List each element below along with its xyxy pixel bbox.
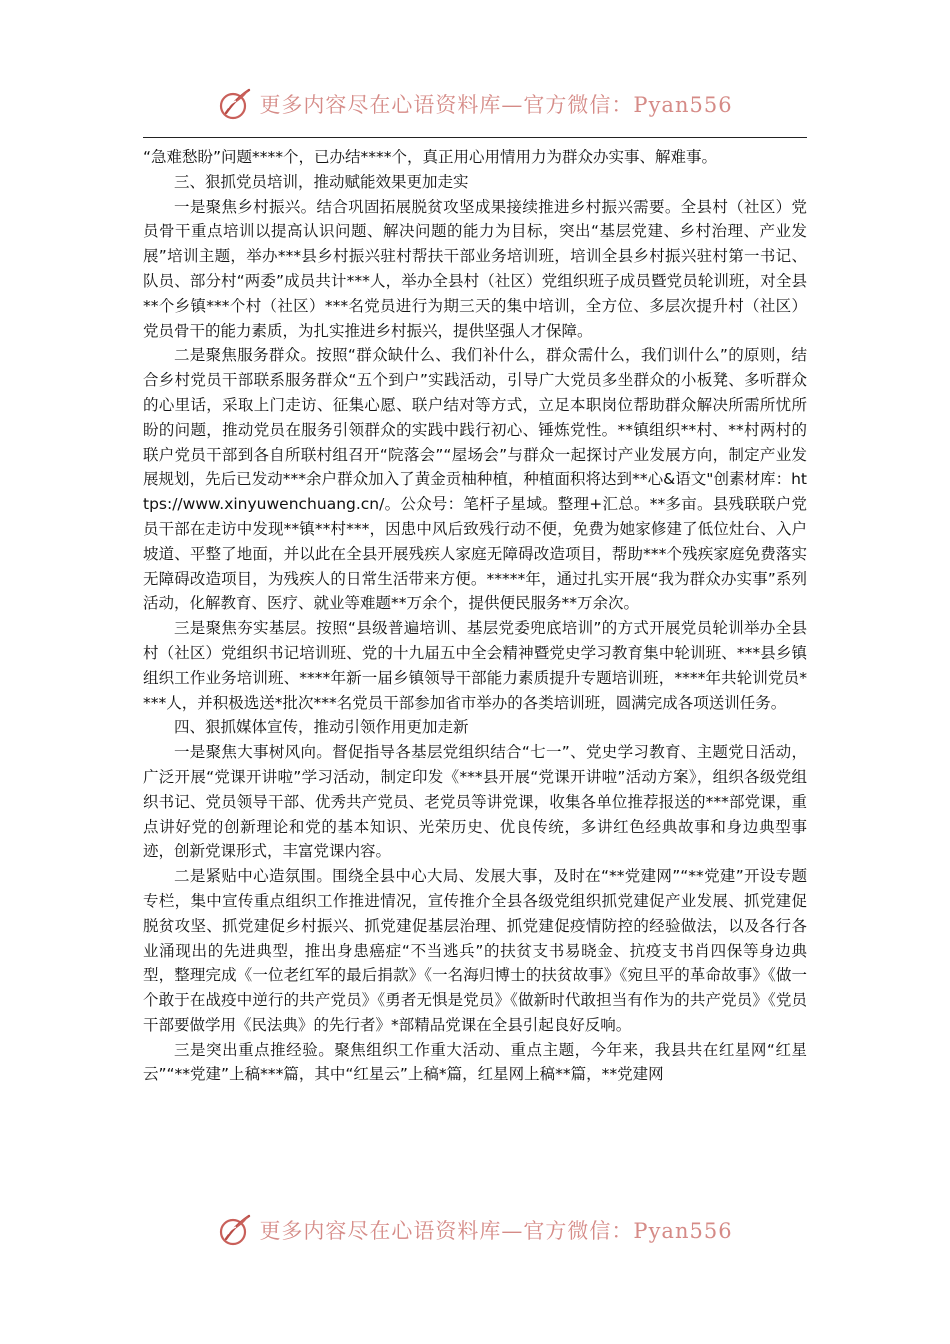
paragraph: 一是聚焦乡村振兴。结合巩固拓展脱贫攻坚成果接续推进乡村振兴需要。全县村（社区）党员骨干重点培训以提高认识问题、解决问题的能力为目标，突出“基层党建、乡村治理、产业发展”培训主题，举办***县乡村振兴驻村帮扶干部业务培训班，培训全县乡村振兴驻村第一书记、队员、部分村“两委”成员共计***人，举办全县村（社区）党组织班子成员暨党员轮训班，对全县**个乡镇***个村（社区）***名党员进行为期三天的集中培训，全方位、多层次提升村（社区）党员骨干的能力素质，为扎实推进乡村振兴，提供坚强人才保障。: [143, 197, 807, 340]
footer-banner-text: 更多内容尽在心语资料库—官方微信：Pyan556: [259, 1219, 733, 1243]
quill-seal-logo-icon: [217, 86, 253, 122]
paragraph: 二是紧贴中心造氛围。围绕全县中心大局、发展大事，及时在“**党建网”“**党建”开设专题专栏，集中宣传重点组织工作推进情况，宣传推介全县各级党组织抓党建促产业发展、抓党建促脱贫攻坚、抓党建促乡村振兴、抓党建促基层治理、抓党建促疫情防控的经验做法，以及各行各业涌现出的先进典型，推出身患癌症“不当逃兵”的扶贫支书易晓金、抗疫支书肖四保等身边典型，整理完成《一位老红军的最后捐款》《一名海归博士的扶贫故事》《宛旦平的革命故事》《做一个敢于在战疫中逆行的共产党员》《勇者无惧是党员》《做新时代敢担当有作为的共产党员》《党员干部要做学用《民法典》的先行者》*部精品党课在全县引起良好反响。: [143, 867, 807, 1034]
footer-banner: [0, 1210, 950, 1250]
paragraph-continuation: “急难愁盼”问题****个，已办结****个，真正用心用情用力为群众办实事、解难事。: [143, 148, 718, 166]
section-heading-4: 四、狠抓媒体宣传，推动引领作用更加走新: [174, 718, 469, 737]
paragraph: 三是聚焦夯实基层。按照“县级普遍培训、基层党委兜底培训”的方式开展党员轮训举办全县村（社区）党组织书记培训班、党的十九届五中全会精神暨党史学习教育集中轮训班、***县乡镇组织工作业务培训班、****年新一届乡镇领导干部能力素质提升专题培训班，****年共轮训党员****人，并积极选送*批次***名党员干部参加省市举办的各类培训班，圆满完成各项送训任务。: [143, 619, 807, 712]
paragraph: 一是聚焦大事树风向。督促指导各基层党组织结合“七一”、党史学习教育、主题党日活动，广泛开展“党课开讲啦”学习活动，制定印发《***县开展“党课开讲啦”活动方案》，组织各级党组织书记、党员领导干部、优秀共产党员、老党员等讲党课，收集各单位推荐报送的***部党课，重点讲好党的创新理论和党的基本知识、光荣历史、优良传统，多讲红色经典故事和身边典型事迹，创新党课形式，丰富党课内容。: [143, 743, 807, 861]
section-heading-3: 三、狠抓党员培训，推动赋能效果更加走实: [174, 172, 469, 191]
quill-seal-logo-icon: [217, 1212, 253, 1248]
body-text: [143, 145, 807, 1087]
paragraph: 二是聚焦服务群众。按照“群众缺什么、我们补什么，群众需什么，我们训什么”的原则，结合乡村党员干部联系服务群众“五个到户”实践活动，引导广大党员多坐群众的小板凳、多听群众的心里话，采取上门走访、征集心愿、联户结对等方式，立足本职岗位帮助群众解决所需所忧所盼的问题，推动党员在服务引领群众的实践中践行初心、锤炼党性。**镇组织**村、**村两村的联户党员干部到各自所联村组召开“院落会”“屋场会”与群众一起探讨产业发展方向，制定产业发展规划，先后已发动***余户群众加入了黄金贡柚种植，种植面积将达到**心&语文"创素材库：https://www.xinyuwenchuang.cn/。公众号：笔杆子星域。整理+汇总。**多亩。县残联联户党员干部在走访中发现**镇**村***，因患中风后致残行动不便，免费为她家修建了低位灶台、入户坡道、平整了地面，并以此在全县开展残疾人家庭无障碍改造项目，帮助***个残疾家庭免费落实无障碍改造项目，为残疾人的日常生活带来方便。*****年，通过扎实开展“我为群众办实事”系列活动，化解教育、医疗、就业等难题**万余个，提供便民服务**万余次。: [143, 346, 807, 613]
paragraph: 三是突出重点推经验。聚焦组织工作重大活动、重点主题，今年来，我县共在红星网“红星云”“**党建”上稿***篇，其中“红星云”上稿*篇，红星网上稿**篇，**党建网: [143, 1040, 807, 1084]
header-divider: [143, 137, 807, 138]
header-banner-text: 更多内容尽在心语资料库—官方微信：Pyan556: [259, 93, 733, 117]
header-banner: [0, 84, 950, 124]
